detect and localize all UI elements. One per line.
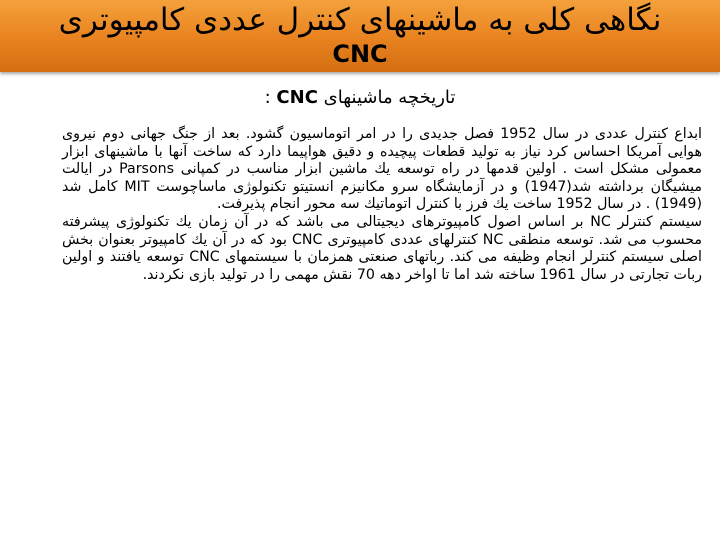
slide-title-bar — [0, 0, 720, 72]
body-paragraph-history: ابداع کنترل عددی در سال 1952 فصل جدیدی را در امر اتوماسیون گشود. بعد از جنگ جهانی دوم نیروی هوایی آمریکا احساس کرد نیاز به تولید قطعات پیچیده و دقیق هواپیما دارد که ساخت آنها با ماشینهای ابزار معمولی مشکل است . اولین قدمها در راه توسعه يك ماشین ابزار مناسب در کمپانی Parsons در ایالت میشیگان برداشته شد(1947) و در آزمایشگاه سرو مکانیزم انستیتو تکنولوژی ماساچوست MIT کامل شد (1949) . در سال 1952 ساخت يك فرز با کنترل اتوماتيك سه محور انجام پذيرفت. — [62, 126, 703, 213]
body-paragraph-nc-cnc: سیستم کنترلر NC بر اساس اصول کامپیوترهای دیجیتالی می باشد که در آن زمان يك تكنولوژی پیشرفته محسوب می شد. توسعه منطقی NC کنترلهای عددی کامپیوتری CNC بود که در آن يك کامپیوتر بعنوان بخش اصلی سیستم کنترلر انجام وظیفه می کند. رباتهای صنعتی همزمان با سیستمهای CNC توسعه یافتند و اولین ربات تجارتی در سال 1961 ساخته شد اما تا اواخر دهه 70 نقش مهمی را در تولید بازی نکردند. — [62, 213, 702, 283]
subtitle-text: تاریخچه ماشینهای — [323, 87, 456, 108]
slide-title: نگاهی کلی به ماشینهای کنترل عددی کامپیوتری — [58, 2, 662, 38]
subtitle-bold: CNC — [276, 87, 318, 108]
slide-title-acronym: CNC — [332, 40, 388, 68]
subtitle-colon: : — [264, 87, 271, 108]
slide-subtitle — [0, 86, 720, 110]
slide-body — [62, 126, 702, 284]
